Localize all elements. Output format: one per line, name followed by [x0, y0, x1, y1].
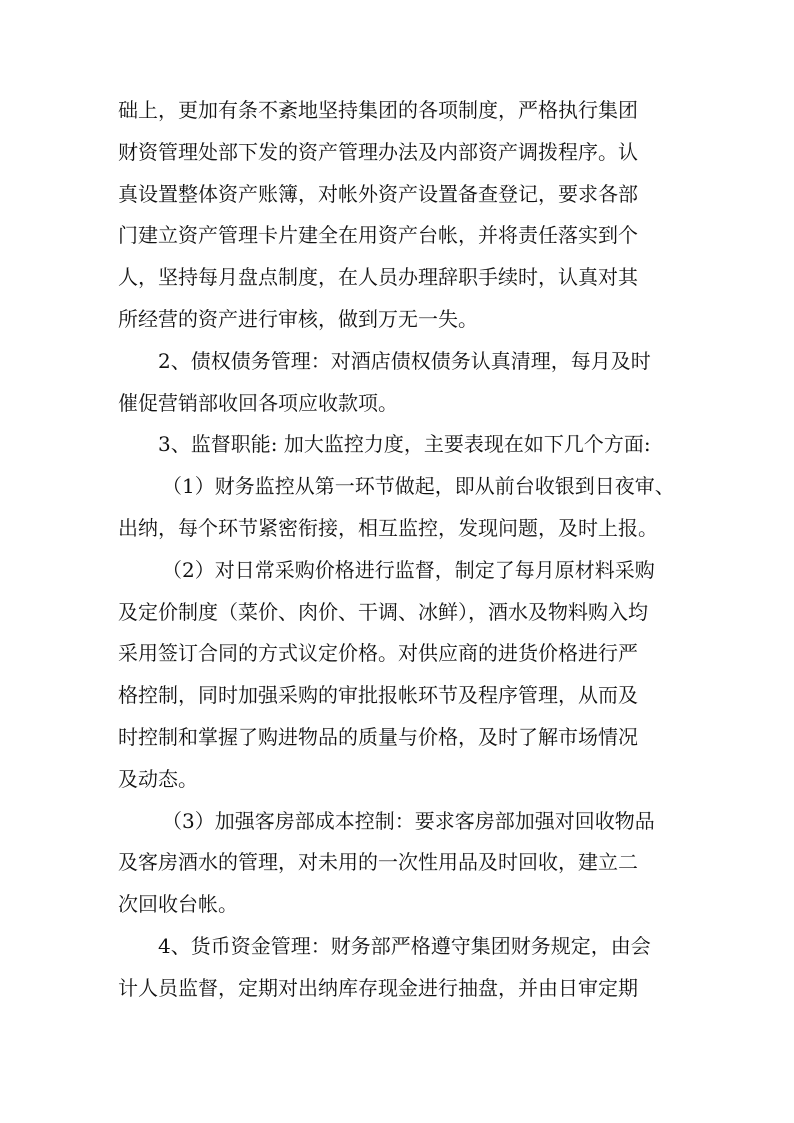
text-line: 采用签订合同的方式议定价格。对供应商的进货价格进行严 [118, 641, 638, 666]
paragraph-4-start: 4、货币资金管理：财务部严格遵守集团财务规定，由会 [158, 933, 651, 958]
text-line: 真设置整体资产账簿，对帐外资产设置备查登记，要求各部 [118, 181, 638, 206]
text-line: 时控制和掌握了购进物品的质量与价格，及时了解市场情况 [118, 724, 638, 749]
paragraph-2-start: 2、债权债务管理：对酒店债权债务认真清理，每月及时 [158, 348, 651, 373]
text-line: 格控制，同时加强采购的审批报帐环节及程序管理，从而及 [118, 683, 638, 708]
subitem-2-start: （2）对日常采购价格进行监督，制定了每月原材料采购 [162, 557, 655, 582]
paragraph-3-start: 3、监督职能: 加大监控力度，主要表现在如下几个方面: [158, 432, 651, 457]
text-line: 催促营销部收回各项应收款项。 [118, 390, 398, 415]
text-line: 人，坚持每月盘点制度，在人员办理辞职手续时，认真对其 [118, 265, 638, 290]
text-line: 出纳，每个环节紧密衔接，相互监控，发现问题，及时上报。 [118, 515, 658, 540]
text-line: 础上，更加有条不紊地坚持集团的各项制度，严格执行集团 [118, 98, 638, 122]
text-line: 门建立资产管理卡片建全在用资产台帐，并将责任落实到个 [118, 223, 638, 248]
text-line: 次回收台帐。 [118, 892, 238, 917]
text-line: 及客房酒水的管理，对未用的一次性用品及时回收，建立二 [118, 850, 638, 875]
text-line: 及动态。 [118, 766, 198, 791]
text-line: 计人员监督，定期对出纳库存现金进行抽盘，并由日审定期 [118, 975, 638, 1000]
text-line: 所经营的资产进行审核，做到万无一失。 [118, 306, 478, 331]
subitem-3-start: （3）加强客房部成本控制：要求客房部加强对回收物品 [162, 808, 655, 833]
document-body [118, 90, 678, 1010]
subitem-1-start: （1）财务监控从第一环节做起，即从前台收银到日夜审、 [162, 474, 675, 499]
text-line: 及定价制度（菜价、肉价、干调、冰鲜），酒水及物料购入均 [118, 599, 648, 624]
text-line: 财资管理处部下发的资产管理办法及内部资产调拨程序。认 [118, 139, 638, 164]
